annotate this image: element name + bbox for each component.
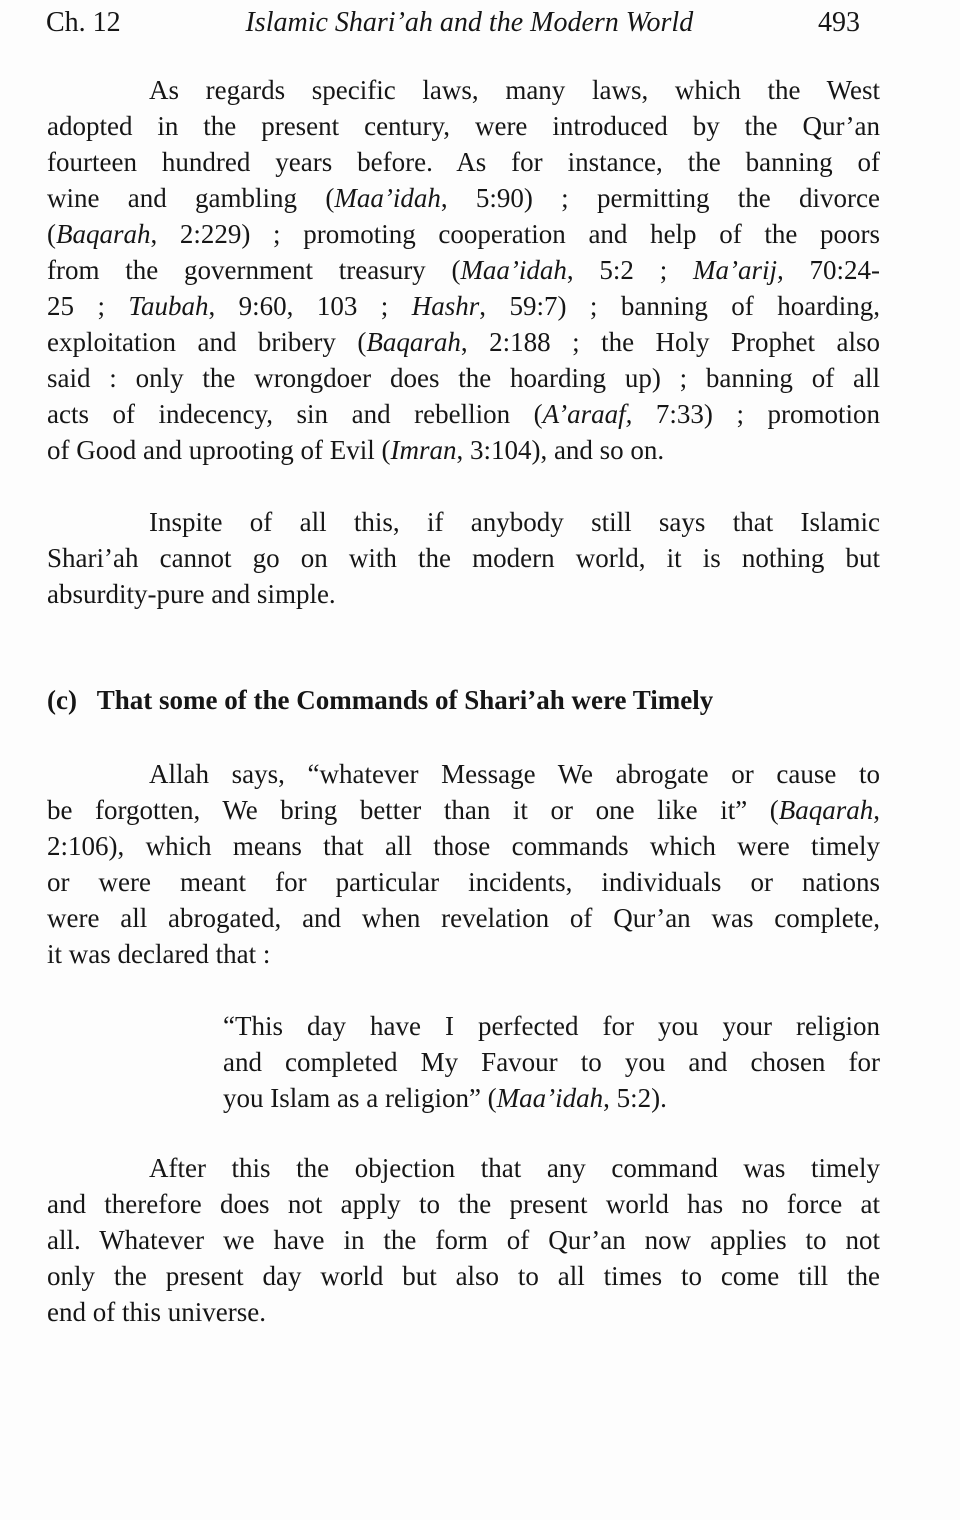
text-line: wine and gambling (Maa’idah, 5:90) ; permitting the divorce xyxy=(47,183,880,213)
para-after-this xyxy=(47,1150,880,1330)
text-line: 2:106), which means that all those commands which were timely xyxy=(47,831,880,861)
text-line: fourteen hundred years before. As for instance, the banning of xyxy=(47,147,880,177)
text-line: absurdity-pure and simple. xyxy=(47,579,336,609)
text-line: exploitation and bribery (Baqarah, 2:188 ; the Holy Prophet also xyxy=(47,327,880,357)
text-line: from the government treasury (Maa’idah, 5:2 ; Ma’arij, 70:24- xyxy=(47,255,880,285)
text-line: 25 ; Taubah, 9:60, 103 ; Hashr, 59:7) ; banning of hoarding, xyxy=(47,291,880,321)
text-line: As regards specific laws, many laws, which the West xyxy=(149,75,880,105)
text-line: Allah says, “whatever Message We abrogate or cause to xyxy=(149,759,880,789)
text-line: were all abrogated, and when revelation of Qur’an was complete, xyxy=(47,903,880,933)
text-line: acts of indecency, sin and rebellion (A’araaf, 7:33) ; promotion xyxy=(47,399,880,429)
text-line: said : only the wrongdoer does the hoarding up) ; banning of all xyxy=(47,363,880,393)
text-line: adopted in the present century, were introduced by the Qur’an xyxy=(47,111,880,141)
text-line: “This day have I perfected for you your religion xyxy=(223,1011,880,1041)
text-line: or were meant for particular incidents, individuals or nations xyxy=(47,867,880,897)
page-header xyxy=(0,0,960,40)
text-line: end of this universe. xyxy=(47,1297,266,1327)
page-number: 493 xyxy=(818,7,860,38)
text-line: be forgotten, We bring better than it or one like it” (Baqarah, xyxy=(47,795,880,825)
text-line: Inspite of all this, if anybody still says that Islamic xyxy=(149,507,880,537)
para-specific-laws xyxy=(47,72,880,468)
text-line: (c) That some of the Commands of Shari’ah were Timely xyxy=(47,685,714,715)
para-inspite xyxy=(47,504,880,612)
text-line: you Islam as a religion” (Maa’idah, 5:2). xyxy=(223,1083,667,1113)
text-line: only the present day world but also to all times to come till the xyxy=(47,1261,880,1291)
text-line: it was declared that : xyxy=(47,939,271,969)
quote-maaidah xyxy=(223,1008,880,1116)
para-allah-says xyxy=(47,756,880,972)
page-body xyxy=(0,72,960,1330)
text-line: (Baqarah, 2:229) ; promoting cooperation and help of the poors xyxy=(47,219,880,249)
text-line: and therefore does not apply to the present world has no force at xyxy=(47,1189,880,1219)
running-title: Islamic Shari’ah and the Modern World xyxy=(245,7,694,38)
text-line: Shari’ah cannot go on with the modern world, it is nothing but xyxy=(47,543,880,573)
section-heading-c xyxy=(47,682,880,718)
text-line: and completed My Favour to you and chosen for xyxy=(223,1047,880,1077)
text-line: After this the objection that any command was timely xyxy=(149,1153,880,1183)
text-line: all. Whatever we have in the form of Qur’an now applies to not xyxy=(47,1225,880,1255)
chapter-label: Ch. 12 xyxy=(46,7,121,38)
text-line: of Good and uprooting of Evil (Imran, 3:104), and so on. xyxy=(47,435,665,465)
